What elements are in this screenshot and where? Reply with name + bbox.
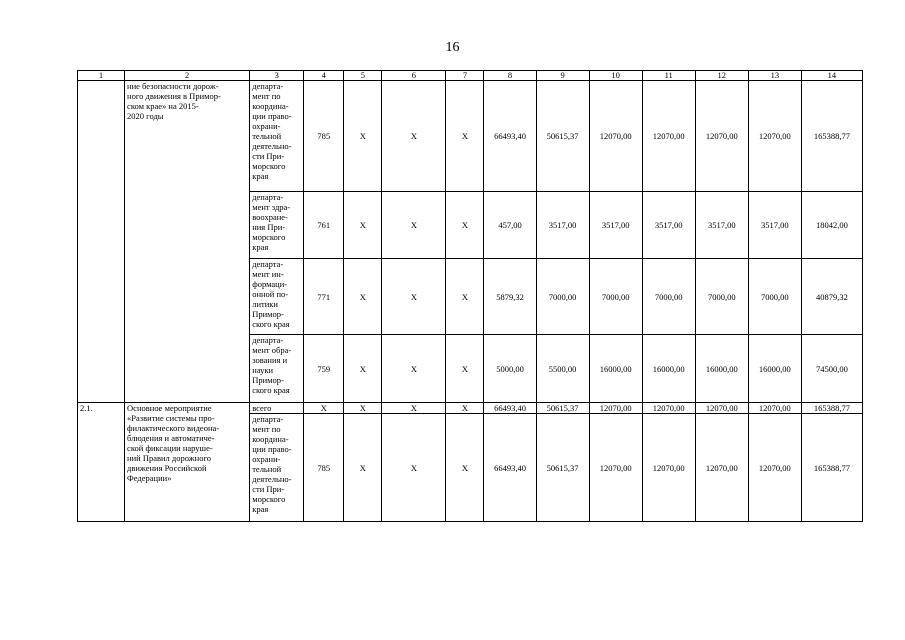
item-number-cell bbox=[78, 81, 125, 403]
total-value-cell: 18042,00 bbox=[801, 192, 862, 259]
cell: Х bbox=[446, 335, 484, 403]
department-cell: департа- мент по координа- ции право- охрани- тельной деятельно- сти При- морского края bbox=[250, 81, 304, 192]
value-cell: 16000,00 bbox=[589, 335, 642, 403]
total-value-cell: 165388,77 bbox=[801, 81, 862, 192]
value-cell: 50615,37 bbox=[536, 414, 589, 522]
department-cell: департа- мент здра- воохране- ния При- морского края bbox=[250, 192, 304, 259]
header-cell: 3 bbox=[250, 71, 304, 81]
cell: Х bbox=[382, 192, 446, 259]
measure-description: Основное мероприятие «Развитие системы про- филактического видеона- блюдения и автоматиче- ской фиксации нарушe- ний Правил дорожного движения Российской Федерации» bbox=[125, 403, 250, 522]
value-cell: 7000,00 bbox=[536, 259, 589, 335]
value-cell: 12070,00 bbox=[589, 414, 642, 522]
grbs-code-cell: 785 bbox=[304, 414, 344, 522]
value-cell: 12070,00 bbox=[748, 81, 801, 192]
cell: Х bbox=[344, 192, 382, 259]
cell: Х bbox=[446, 259, 484, 335]
value-cell: 16000,00 bbox=[642, 335, 695, 403]
cell: Х bbox=[382, 403, 446, 414]
header-cell: 4 bbox=[304, 71, 344, 81]
value-cell: 12070,00 bbox=[589, 81, 642, 192]
cell: Х bbox=[382, 259, 446, 335]
grbs-code-cell: 761 bbox=[304, 192, 344, 259]
grbs-code-cell: Х bbox=[304, 403, 344, 414]
cell: Х bbox=[344, 259, 382, 335]
cell: Х bbox=[446, 192, 484, 259]
cell: Х bbox=[446, 403, 484, 414]
value-cell: 12070,00 bbox=[695, 414, 748, 522]
value-cell: 3517,00 bbox=[536, 192, 589, 259]
value-cell: 3517,00 bbox=[589, 192, 642, 259]
cell: Х bbox=[344, 414, 382, 522]
value-cell: 50615,37 bbox=[536, 403, 589, 414]
table-row-total bbox=[78, 403, 863, 414]
value-cell: 3517,00 bbox=[695, 192, 748, 259]
header-cell: 13 bbox=[748, 71, 801, 81]
header-row bbox=[78, 71, 863, 81]
header-cell: 9 bbox=[536, 71, 589, 81]
header-cell: 2 bbox=[125, 71, 250, 81]
value-cell: 3517,00 bbox=[642, 192, 695, 259]
department-cell: департа- мент ин- формаци- онной по- литики Примор- ского края bbox=[250, 259, 304, 335]
cell: Х bbox=[382, 81, 446, 192]
value-cell: 66493,40 bbox=[484, 414, 536, 522]
header-cell: 1 bbox=[78, 71, 125, 81]
measure-description: ние безопасности дорож- ного движения в Примор- ском крае» на 2015- 2020 годы bbox=[125, 81, 250, 403]
value-cell: 16000,00 bbox=[695, 335, 748, 403]
cell: Х bbox=[344, 81, 382, 192]
cell: Х bbox=[382, 335, 446, 403]
header-cell: 14 bbox=[801, 71, 862, 81]
value-cell: 12070,00 bbox=[695, 81, 748, 192]
value-cell: 457,00 bbox=[484, 192, 536, 259]
total-value-cell: 40879,32 bbox=[801, 259, 862, 335]
value-cell: 7000,00 bbox=[642, 259, 695, 335]
value-cell: 12070,00 bbox=[589, 403, 642, 414]
value-cell: 66493,40 bbox=[484, 81, 536, 192]
value-cell: 7000,00 bbox=[695, 259, 748, 335]
value-cell: 12070,00 bbox=[642, 414, 695, 522]
value-cell: 3517,00 bbox=[748, 192, 801, 259]
value-cell: 7000,00 bbox=[589, 259, 642, 335]
cell: Х bbox=[446, 81, 484, 192]
grbs-code-cell: 771 bbox=[304, 259, 344, 335]
value-cell: 5500,00 bbox=[536, 335, 589, 403]
value-cell: 12070,00 bbox=[642, 403, 695, 414]
cell: Х bbox=[344, 403, 382, 414]
page-number: 16 bbox=[445, 40, 460, 55]
department-cell: департа- мент по координа- ции право- охрани- тельной деятельно- сти При- морского края bbox=[250, 414, 304, 522]
total-value-cell: 165388,77 bbox=[801, 414, 862, 522]
department-cell: департа- мент обра- зования и науки Примор- ского края bbox=[250, 335, 304, 403]
department-cell: всего bbox=[250, 403, 304, 414]
value-cell: 12070,00 bbox=[748, 403, 801, 414]
total-value-cell: 165388,77 bbox=[801, 403, 862, 414]
header-cell: 7 bbox=[446, 71, 484, 81]
grbs-code-cell: 785 bbox=[304, 81, 344, 192]
value-cell: 12070,00 bbox=[642, 81, 695, 192]
grbs-code-cell: 759 bbox=[304, 335, 344, 403]
header-cell: 11 bbox=[642, 71, 695, 81]
cell: Х bbox=[344, 335, 382, 403]
value-cell: 5879,32 bbox=[484, 259, 536, 335]
cell: Х bbox=[382, 414, 446, 522]
header-cell: 5 bbox=[344, 71, 382, 81]
header-cell: 6 bbox=[382, 71, 446, 81]
header-cell: 8 bbox=[484, 71, 536, 81]
value-cell: 5000,00 bbox=[484, 335, 536, 403]
item-number-cell: 2.1. bbox=[78, 403, 125, 522]
value-cell: 7000,00 bbox=[748, 259, 801, 335]
header-cell: 12 bbox=[695, 71, 748, 81]
value-cell: 16000,00 bbox=[748, 335, 801, 403]
value-cell: 12070,00 bbox=[748, 414, 801, 522]
cell: Х bbox=[446, 414, 484, 522]
table-row bbox=[78, 81, 863, 192]
total-value-cell: 74500,00 bbox=[801, 335, 862, 403]
budget-table bbox=[77, 70, 863, 522]
value-cell: 66493,40 bbox=[484, 403, 536, 414]
value-cell: 50615,37 bbox=[536, 81, 589, 192]
value-cell: 12070,00 bbox=[695, 403, 748, 414]
header-cell: 10 bbox=[589, 71, 642, 81]
